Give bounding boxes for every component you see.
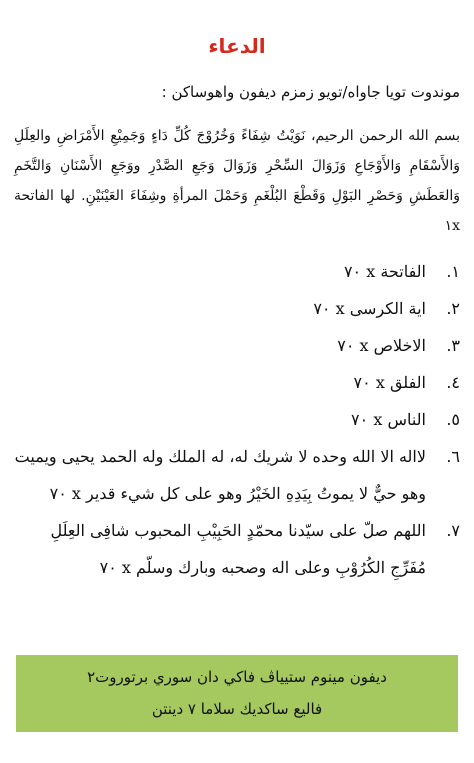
list-item xyxy=(14,290,460,327)
list-item xyxy=(14,364,460,401)
list-item-number: ٣. xyxy=(446,336,460,355)
list-item-number: ٥. xyxy=(446,410,460,429)
list-item-number: ١. xyxy=(446,262,460,281)
list-item xyxy=(14,327,460,364)
intro-text: موندوت تويا جاواه/تويو زمزم ديفون واهوساكن : xyxy=(161,83,460,101)
list-item xyxy=(14,512,460,586)
list-item-number: ٦. xyxy=(446,447,460,466)
list-item xyxy=(14,438,460,512)
list-item xyxy=(14,401,460,438)
list-item-text: اللهم صلّ على سيّدنا محمّدٍ الحَبِيْبِ المحبوب شافِى العِلَلِ مُفَرِّجِ الكُرُوْبِ وعلى اله وصحبه وبارك وسلّم x ٧٠ xyxy=(50,521,426,577)
list-item-text: الفلق x ٧٠ xyxy=(353,373,426,392)
list-item-text: لااله الا الله وحده لا شريك له، له الملك وله الحمد يحيى ويميت وهو حيٌّ لا يموتُ بِيَدِهِ الخَيْرُ وهو على كل شيء قدير x ٧٠ xyxy=(14,447,426,503)
list-item-text: اية الكرسى x ٧٠ xyxy=(313,299,426,318)
list-item-number: ٢. xyxy=(446,299,460,318)
list-item-text: الفاتحة x ٧٠ xyxy=(343,262,426,281)
banner-line-1: ديفون مينوم ستيياڤ فاكي دان سوري برتوروت٢ xyxy=(87,668,387,686)
banner-line-2: فاليع ساكديك سلاما ٧ دينتن xyxy=(151,700,323,718)
list-item-text: الاخلاص x ٧٠ xyxy=(337,336,426,355)
list-item xyxy=(14,253,460,290)
recitation-list xyxy=(14,253,460,586)
list-item-number: ٤. xyxy=(446,373,460,392)
list-item-number: ٧. xyxy=(446,521,460,540)
list-item-text: الناس x ٧٠ xyxy=(351,410,426,429)
instruction-banner xyxy=(16,655,458,732)
dua-paragraph: بسم الله الرحمن الرحيم، نَوَيْتُ شِفَاءً وَخُرُوْجَ كُلِّ دَاءٍ وَجَمِيْعِ الأَمْرَاضِ والعِلَلِ وَالأَسْقَامِ وَالأَوْجَاعِ وَزَوَالَ السِّحْرِ وَزَوَالَ وَجَعِ الصَّدْرِ ووَجَعِ الأَسْنَانِ وَالتَّخَمِ وَالعَطَشِ وَحَصْرِ البَوْلِ وَقَطْعَ البُلْغَمِ وَحَمْلَ المرأةِ وشِفَاءَ العَيْنَيْنِ. لها الفاتحة ١x xyxy=(14,128,460,234)
page-title: الدعاء xyxy=(208,34,266,58)
